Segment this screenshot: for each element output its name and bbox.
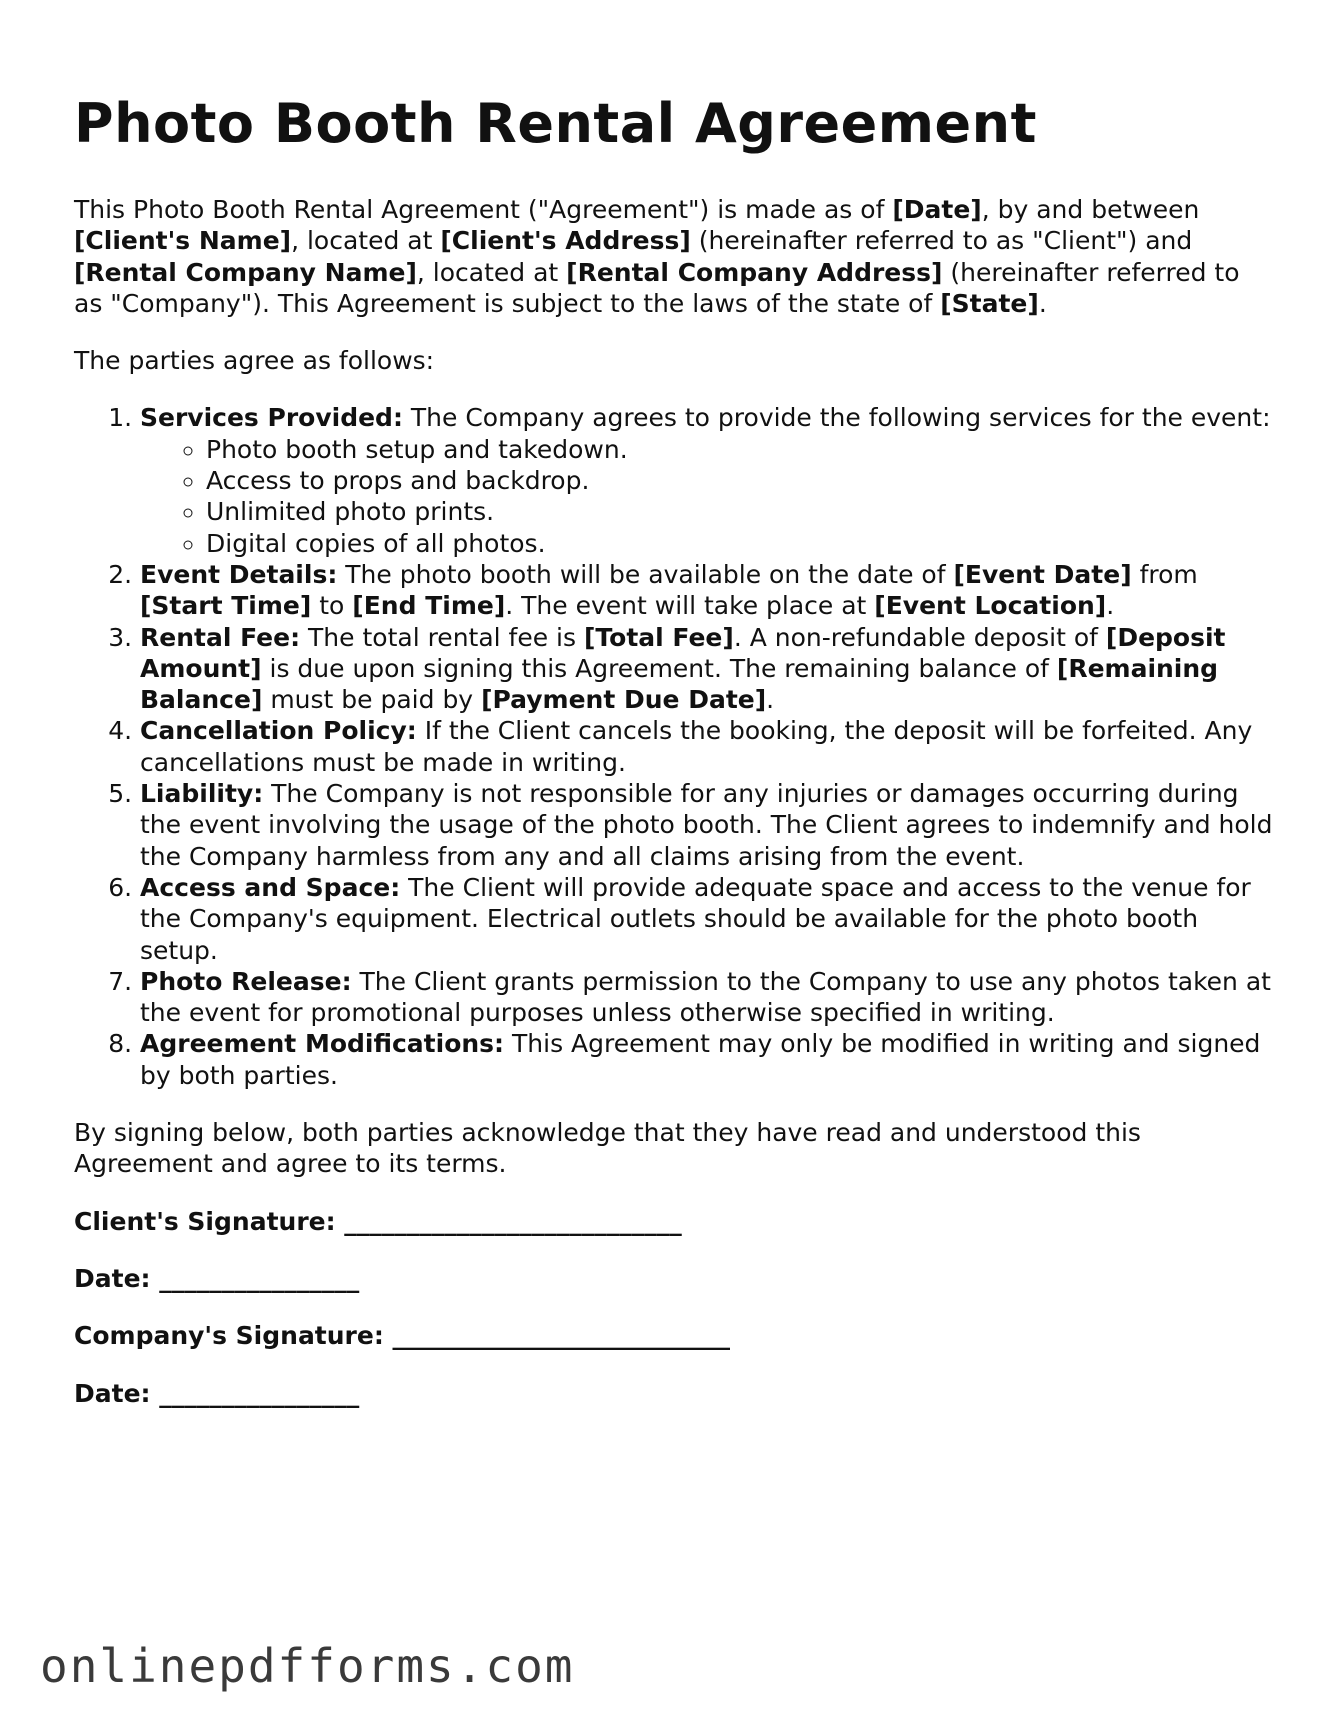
term-text: This Agreement may only be modified in writing and signed by both parties. [140, 1029, 1261, 1090]
agree-lead: The parties agree as follows: [74, 346, 435, 376]
term-text: to [311, 591, 353, 621]
term-heading: Cancellation Policy: [140, 716, 417, 746]
term-liability [140, 778, 1274, 872]
term-text: . The event will take place at [505, 591, 875, 621]
placeholder-event-location: [Event Location] [874, 591, 1107, 621]
service-item: ◦ Photo booth setup and takedown. [206, 434, 1274, 465]
term-heading: Liability: [140, 779, 264, 809]
intro-text: , located at [416, 257, 567, 287]
term-rental-fee [140, 622, 1274, 716]
intro-text: (hereinafter referred to as "Client") and [690, 226, 1193, 256]
term-text: . A non-refundable deposit of [733, 622, 1106, 652]
term-text: . [1106, 591, 1115, 621]
term-photo-release [140, 966, 1274, 1029]
placeholder-client-name: [Client's Name] [74, 226, 292, 256]
term-text: is due upon signing this Agreement. The remaining balance of [261, 653, 1057, 683]
document-page [74, 92, 1274, 1435]
placeholder-company-name: [Rental Company Name] [74, 257, 417, 287]
term-text: If the Client cancels the booking, the deposit will be forfeited. Any cancellations must be made in writing. [140, 716, 1253, 777]
term-text: The Company is not responsible for any injuries or damages occurring during the event involving the usage of the photo booth. The Client agrees to indemnify and hold the Company harmless from any and all claims arising from the event. [140, 779, 1273, 871]
service-item: ◦ Access to props and backdrop. [206, 465, 1274, 496]
placeholder-state: [State] [940, 288, 1039, 318]
term-text: The Client grants permission to the Company to use any photos taken at the event for promotional purposes unless otherwise specified in writing. [140, 966, 1271, 1028]
term-heading: Services Provided: [140, 403, 403, 433]
intro-text: (hereinafter referred to as "Company"). This Agreement is subject to the laws of the state of [74, 257, 1240, 318]
term-cancellation [140, 715, 1274, 778]
placeholder-payment-due-date: [Payment Due Date] [481, 685, 767, 715]
watermark: onlinepdfforms.com [40, 1639, 575, 1693]
term-event-details [140, 559, 1274, 622]
term-heading: Agreement Modifications: [140, 1029, 505, 1059]
company-date-line[interactable]: Date: ________________ [74, 1378, 360, 1408]
client-date-line[interactable]: Date: ________________ [74, 1263, 360, 1293]
services-list [140, 434, 1274, 559]
term-text: must be paid by [262, 685, 482, 715]
term-heading: Event Details: [140, 559, 338, 589]
term-text: . [766, 685, 775, 715]
term-heading: Access and Space: [140, 872, 401, 902]
document-title: Photo Booth Rental Agreement [74, 92, 1037, 155]
intro-text: , located at [291, 226, 441, 256]
placeholder-client-address: [Client's Address] [440, 226, 691, 256]
intro-text: . [1038, 288, 1047, 318]
client-signature-line[interactable]: Client's Signature: ___________________________ [74, 1206, 682, 1236]
term-text: The Client will provide adequate space and access to the venue for the Company's equipment. Electrical outlets should be available for the photo booth setup. [140, 872, 1251, 965]
company-signature-line[interactable]: Company's Signature: ___________________________ [74, 1321, 731, 1351]
intro-paragraph [74, 194, 1274, 319]
service-item: ◦ Digital copies of all photos. [206, 528, 1274, 559]
term-access-space [140, 872, 1274, 966]
placeholder-date: [Date] [892, 195, 982, 224]
placeholder-start-time: [Start Time] [140, 591, 312, 621]
term-heading: Rental Fee: [140, 622, 301, 652]
term-heading: Photo Release: [140, 966, 352, 996]
term-text: The total rental fee is [300, 622, 584, 652]
placeholder-deposit-amount: [Deposit Amount] [140, 622, 1226, 683]
term-text: from [1131, 559, 1198, 589]
placeholder-total-fee: [Total Fee] [583, 622, 734, 652]
intro-text: , by and between [981, 195, 1200, 224]
placeholder-event-date: [Event Date] [953, 559, 1132, 589]
term-services [140, 402, 1274, 558]
placeholder-end-time: [End Time] [352, 591, 506, 621]
term-text: The Company agrees to provide the following services for the event: [402, 403, 1271, 433]
closing-paragraph: By signing below, both parties acknowledge that they have read and understood this Agreement and agree to its terms. [74, 1118, 1141, 1179]
intro-text: This Photo Booth Rental Agreement ("Agreement") is made as of [74, 195, 893, 224]
placeholder-company-address: [Rental Company Address] [566, 257, 943, 287]
term-modifications [140, 1028, 1274, 1091]
terms-list [74, 402, 1274, 1091]
placeholder-remaining-balance: [Remaining Balance] [140, 653, 1219, 715]
term-text: The photo booth will be available on the date of [337, 559, 954, 589]
service-item: ◦ Unlimited photo prints. [206, 496, 1274, 527]
